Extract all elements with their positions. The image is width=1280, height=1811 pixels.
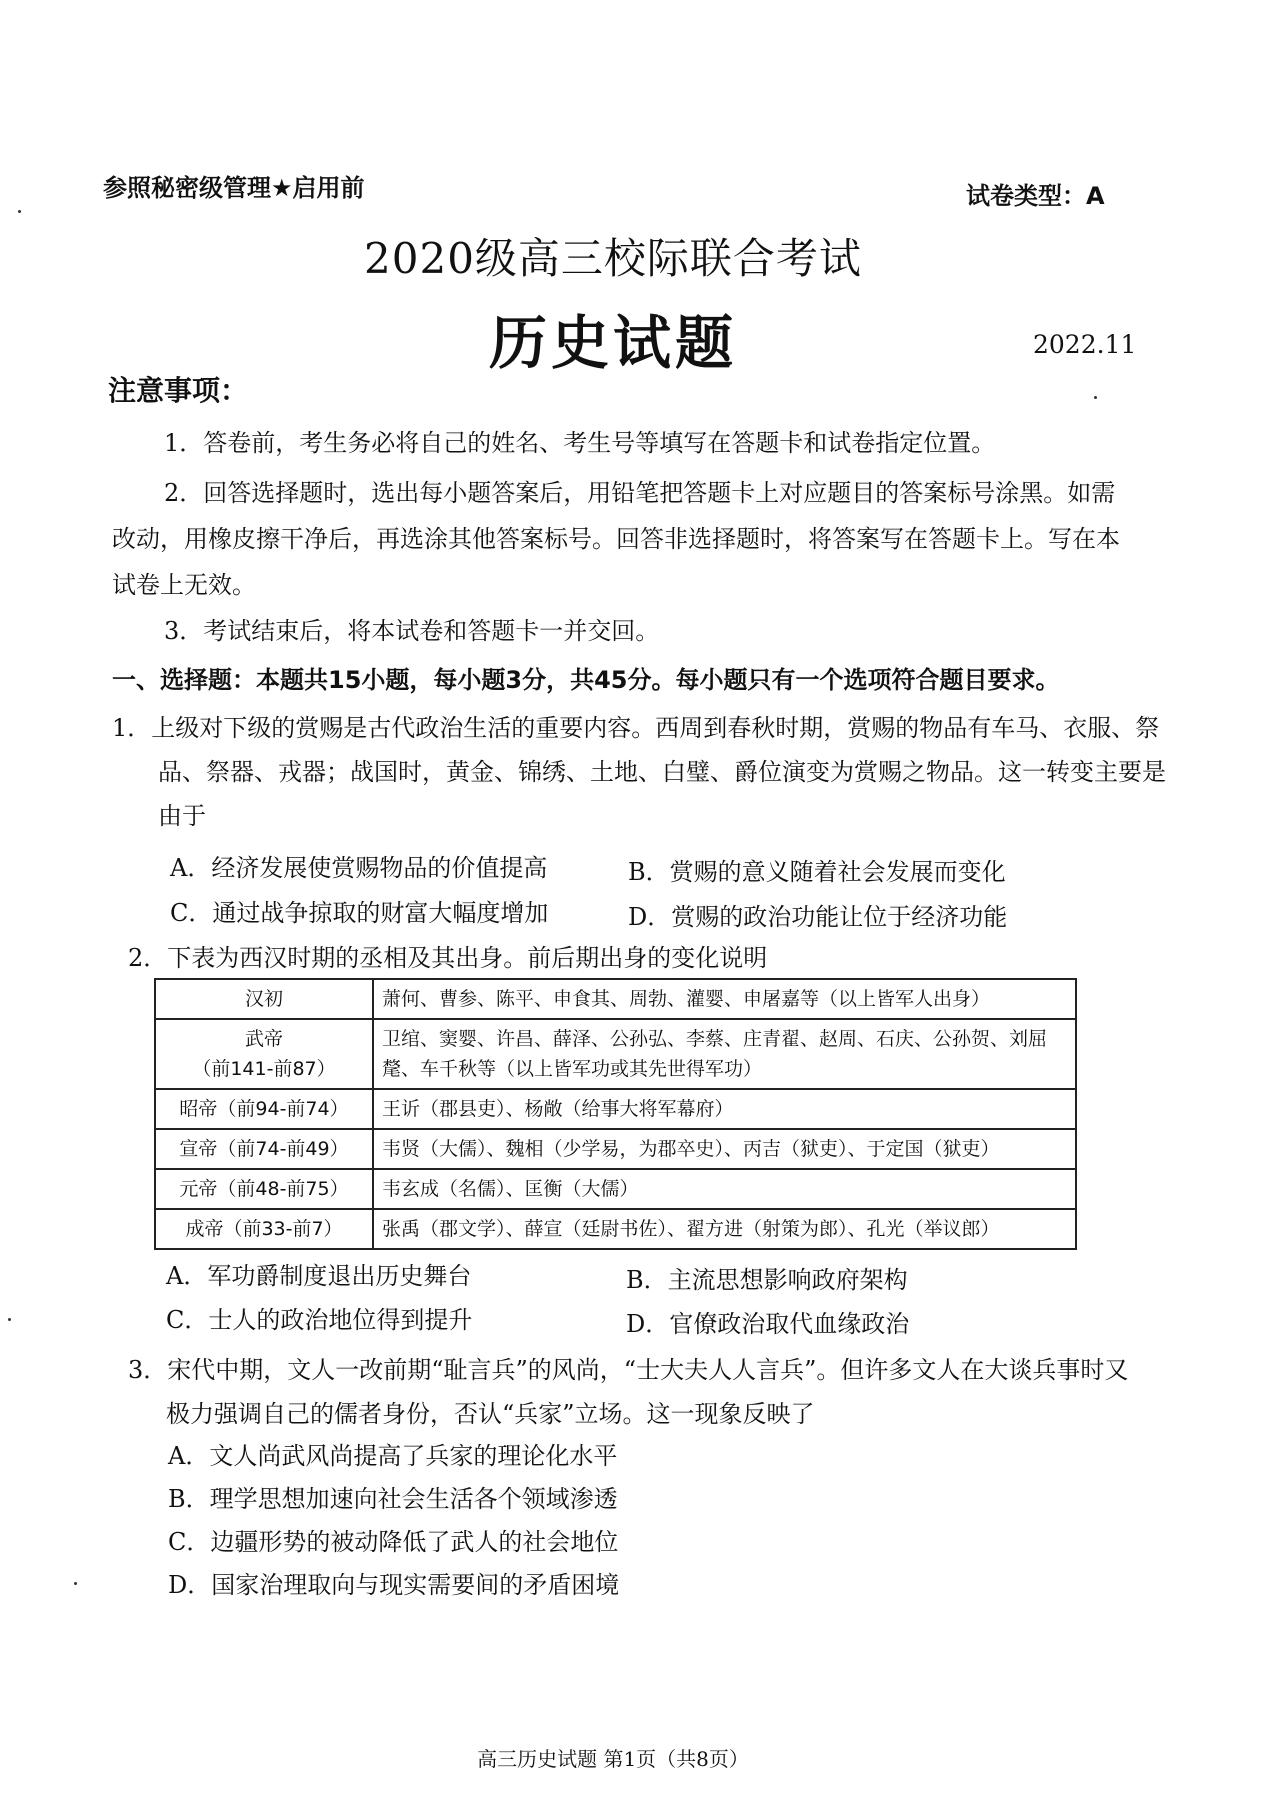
question-3-option-d: D．国家治理取向与现实需要间的矛盾困境	[168, 1571, 620, 1599]
question-1-option-a: A．经济发展使赏赐物品的价值提高	[170, 854, 548, 882]
table-row	[155, 1169, 1076, 1209]
table-content-cell: 王䜣（郡县吏）、杨敞（给事大将军幕府）	[373, 1089, 1076, 1129]
scan-speck	[8, 1318, 11, 1321]
notice-heading: 注意事项：	[108, 374, 249, 407]
table-row	[155, 1129, 1076, 1169]
table-content-cell: 萧何、曹参、陈平、申食其、周勃、灌婴、申屠嘉等（以上皆军人出身）	[373, 979, 1076, 1019]
notice-item-1: 1．答卷前，考生务必将自己的姓名、考生号等填写在答题卡和试卷指定位置。	[164, 429, 996, 457]
table-content-cell: 韦贤（大儒）、魏相（少学易，为郡卒史）、丙吉（狱吏）、于定国（狱吏）	[373, 1129, 1076, 1169]
notice-item-3: 3．考试结束后，将本试卷和答题卡一并交回。	[164, 617, 660, 645]
table-era-cell	[155, 1089, 373, 1129]
question-1-option-c: C．通过战争掠取的财富大幅度增加	[170, 899, 549, 927]
era-label: 昭帝（前94-前74）	[179, 1098, 349, 1120]
exam-date: 2022.11	[1033, 330, 1137, 359]
table-era-cell	[155, 1129, 373, 1169]
table-content-cell: 韦玄成（名儒）、匡衡（大儒）	[373, 1169, 1076, 1209]
table-content-cell: 卫绾、窦婴、许昌、薛泽、公孙弘、李蔡、庄青翟、赵周、石庆、公孙贺、刘屈氂、车千秋等（以上皆军功或其先世得军功）	[373, 1019, 1076, 1089]
page-footer: 高三历史试题 第1页（共8页）	[477, 1747, 749, 1771]
question-1-option-d: D．赏赐的政治功能让位于经济功能	[628, 903, 1008, 931]
notice-item-2: 2．回答选择题时，选出每小题答案后，用铅笔把答题卡上对应题目的答案标号涂黑。如需改动，用橡皮擦干净后，再选涂其他答案标号。回答非选择题时，将答案写在答题卡上。写在本试卷上无效。	[112, 479, 1120, 599]
era-label: 元帝（前48-前75）	[179, 1178, 349, 1200]
table-era-cell	[155, 1169, 373, 1209]
question-2-option-c: C．士人的政治地位得到提升	[166, 1306, 473, 1334]
table-era-cell	[155, 1019, 373, 1089]
question-3-option-c: C．边疆形势的被动降低了武人的社会地位	[168, 1528, 619, 1556]
subject-title: 历史试题	[488, 309, 737, 377]
exam-title: 2020级高三校际联合考试	[364, 234, 862, 283]
section-heading: 一、选择题：本题共15小题，每小题3分，共45分。每小题只有一个选项符合题目要求。	[112, 666, 1060, 694]
question-2-option-d: D．官僚政治取代血缘政治	[626, 1310, 910, 1338]
question-2-option-b: B．主流思想影响政府架构	[626, 1266, 908, 1294]
question-3-option-a: A．文人尚武风尚提高了兵家的理论化水平	[168, 1442, 618, 1470]
confidential-label: 参照秘密级管理★启用前	[103, 174, 365, 202]
paper-type-label: 试卷类型：A	[966, 182, 1105, 210]
era-years: （前141-前87）	[192, 1058, 336, 1080]
question-1-option-b: B．赏赐的意义随着社会发展而变化	[628, 858, 1006, 886]
table-era-cell	[155, 1209, 373, 1249]
question-3-stem: 3．宋代中期，文人一改前期“耻言兵”的风尚，“士大夫人人言兵”。但许多文人在大谈兵事时又极力强调自己的儒者身份，否认“兵家”立场。这一现象反映了	[128, 1356, 1129, 1428]
era-label: 宣帝（前74-前49）	[179, 1138, 349, 1160]
scan-speck	[1094, 396, 1097, 399]
era-label: 成帝（前33-前7）	[185, 1218, 343, 1240]
era-label: 汉初	[244, 988, 283, 1010]
table-row	[155, 1019, 1076, 1089]
question-2-stem: 2．下表为西汉时期的丞相及其出身。前后期出身的变化说明	[128, 944, 768, 972]
table-row	[155, 1209, 1076, 1249]
question-2-option-a: A．军功爵制度退出历史舞台	[166, 1262, 472, 1290]
question-1-stem: 1．上级对下级的赏赐是古代政治生活的重要内容。西周到春秋时期，赏赐的物品有车马、衣服、祭品、祭器、戎器；战国时，黄金、锦绣、土地、白璧、爵位演变为赏赐之物品。这一转变主要是由于	[112, 714, 1166, 830]
scan-speck	[18, 210, 21, 213]
era-label: 武帝	[244, 1028, 283, 1050]
prime-minister-table	[154, 978, 1077, 1250]
table-row	[155, 979, 1076, 1019]
table-content-cell: 张禹（郡文学）、薛宣（廷尉书佐）、翟方进（射策为郎）、孔光（举议郎）	[373, 1209, 1076, 1249]
scan-speck	[74, 1582, 77, 1585]
table-row	[155, 1089, 1076, 1129]
question-3-option-b: B．理学思想加速向社会生活各个领域渗透	[168, 1485, 618, 1513]
table-era-cell	[155, 979, 373, 1019]
